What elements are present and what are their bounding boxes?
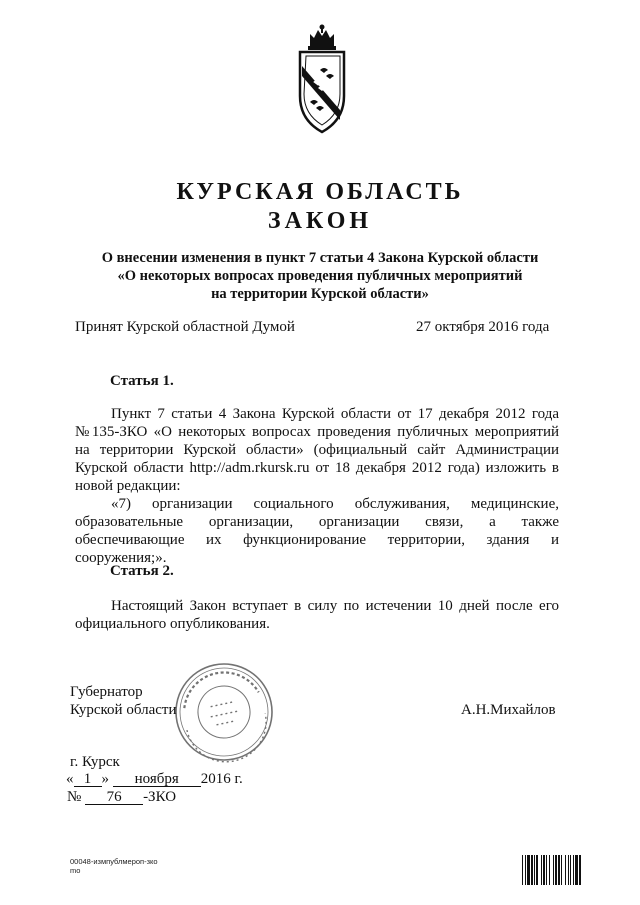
barcode-bar	[553, 855, 554, 885]
law-number	[67, 789, 176, 806]
adoption-date: 27 октября 2016 года	[416, 319, 550, 335]
barcode-bar	[575, 855, 578, 885]
footer-file-code	[70, 857, 158, 875]
signing-date	[66, 771, 243, 788]
barcode-bar	[579, 855, 581, 885]
barcode-bar	[543, 855, 545, 885]
footer-code-line: mo	[70, 866, 81, 875]
official-stamp	[172, 660, 276, 764]
barcode-bar	[536, 855, 538, 885]
signatory-name: А.Н.Михайлов	[461, 702, 556, 718]
barcode-bar	[549, 855, 550, 885]
law-subject	[60, 249, 580, 303]
number-sign: №	[67, 789, 82, 805]
barcode-bar	[555, 855, 557, 885]
law-subject-line: на территории Курской области»	[211, 286, 429, 302]
barcode-bar	[534, 855, 535, 885]
barcode-bar	[527, 855, 530, 885]
barcode-bar	[531, 855, 533, 885]
signatory-position	[70, 683, 176, 719]
barcode-bar	[561, 855, 562, 885]
article-1-paragraph: «7) организации социального обслуживания, медицинские, образовательные организации, организации связи, а также обеспечивающие их функционирование территории, здания и сооружения;».	[75, 496, 559, 566]
signing-year: 2016 г.	[200, 771, 243, 787]
article-1-paragraph: Пункт 7 статьи 4 Закона Курской области от 17 декабря 2012 года №135-ЗКО «О некоторых вопросах проведения публичных мероприятий на территории Курской области» (официальный сайт Администрации Курской области http://adm.rkursk.ru от 18 декабря 2012 года) изложить в новой редакции:	[75, 406, 559, 494]
barcode-bar	[558, 855, 560, 885]
signatory-position-line: Курской области	[70, 702, 177, 718]
barcode-bar	[568, 855, 569, 885]
article-1-body	[75, 405, 559, 567]
quote-close: »	[101, 771, 109, 787]
footer-code-line: 00048-измпублмероп-зко	[70, 857, 158, 866]
quote-open: «	[66, 771, 74, 787]
barcode-bar	[573, 855, 574, 885]
law-number-value: 76	[85, 790, 143, 805]
barcode-bar	[522, 855, 523, 885]
barcode-bar	[546, 855, 547, 885]
coat-of-arms-icon	[296, 24, 348, 136]
article-2-paragraph: Настоящий Закон вступает в силу по истечении 10 дней после его официального опубликования.	[75, 598, 559, 632]
signing-day: 1	[74, 772, 102, 787]
law-subject-line: О внесении изменения в пункт 7 статьи 4 Закона Курской области	[101, 250, 539, 266]
law-title: ЗАКОН	[267, 208, 373, 234]
article-1-heading: Статья 1.	[110, 373, 174, 389]
region-title: КУРСКАЯ ОБЛАСТЬ	[176, 179, 464, 205]
signing-month: ноября	[113, 772, 201, 787]
article-2-heading: Статья 2.	[110, 563, 174, 579]
article-2-body	[75, 597, 559, 633]
law-number-suffix: -ЗКО	[143, 789, 177, 805]
barcode-bar	[541, 855, 542, 885]
signatory-position-line: Губернатор	[70, 684, 143, 700]
signing-city: г. Курск	[70, 754, 120, 770]
barcode-bar	[565, 855, 566, 885]
barcode-bar	[570, 855, 571, 885]
adopted-by: Принят Курской областной Думой	[75, 319, 295, 335]
barcode-bar	[525, 855, 526, 885]
barcode	[522, 855, 608, 885]
law-subject-line: «О некоторых вопросах проведения публичных мероприятий	[117, 268, 523, 284]
